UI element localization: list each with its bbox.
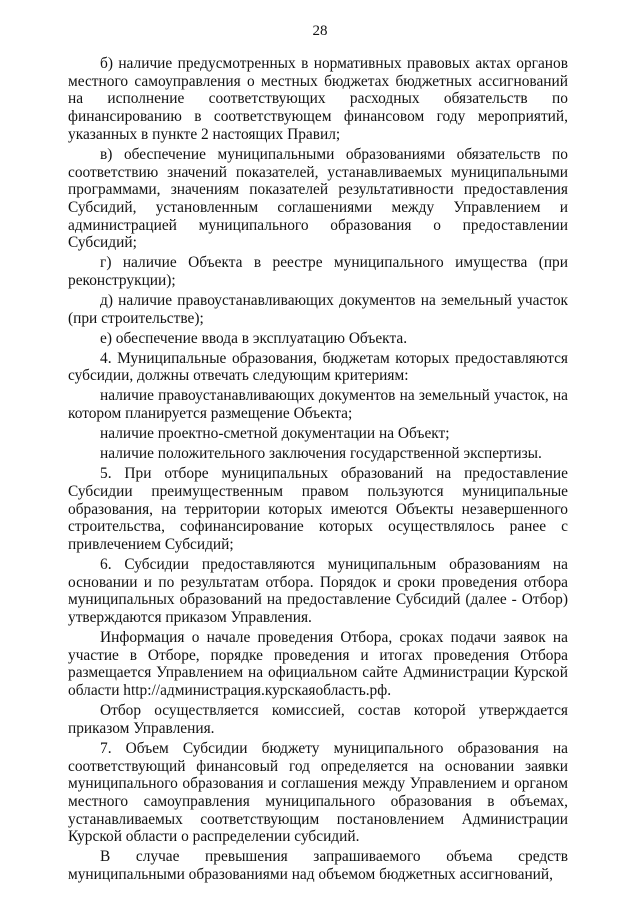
criterion-land-documents: наличие правоустанавливающих документов на земельный участок, на котором планируется размещение Объекта; bbox=[68, 387, 568, 423]
criterion-state-expertise: наличие положительного заключения государственной экспертизы. bbox=[100, 445, 542, 463]
paragraph-4: 4. Муниципальные образования, бюджетам которых предоставляются субсидии, должны отвечать следующим критериям: bbox=[68, 349, 568, 385]
paragraph-7: 7. Объем Субсидии бюджету муниципального образования на соответствующий финансовый год определяется на основании заявки муниципального образования и соглашения между Управлением и органом местного самоуправления муниципального образования в объемах, устанавливаемых соответствующим постановлением Администрации Курской области о распределении субсидий. bbox=[68, 739, 568, 846]
document-body bbox=[68, 55, 568, 884]
paragraph-3b: б) наличие предусмотренных в нормативных правовых актах органов местного самоуправления о местных бюджетах бюджетных ассигнований на исполнение соответствующих расходных обязательств по финансированию в соответствующем финансовом году мероприятий, указанных в пункте 2 настоящих Правил; bbox=[68, 55, 568, 143]
paragraph-excess-request: В случае превышения запрашиваемого объема средств муниципальными образованиями над объемом бюджетных ассигнований, bbox=[68, 848, 568, 884]
criterion-design-documentation: наличие проектно-сметной документации на Объект; bbox=[100, 425, 450, 443]
paragraph-3d: д) наличие правоустанавливающих документов на земельный участок (при строительстве); bbox=[68, 292, 568, 327]
paragraph-6: 6. Субсидии предоставляются муниципальным образованиям на основании и по результатам отбора. Порядок и сроки проведения отбора муниципальных образований на предоставление Субсидий (далее - Отбор) утверждаются приказом Управления. bbox=[68, 555, 568, 627]
paragraph-selection-info: Информация о начале проведения Отбора, сроках подачи заявок на участие в Отборе, порядке проведения и итогах проведения Отбора размещается Управлением на официальном сайте Администрации Курской области http://администрация.курскаяобласть.рф. bbox=[68, 629, 568, 700]
paragraph-3g: г) наличие Объекта в реестре муниципального имущества (при реконструкции); bbox=[68, 254, 568, 290]
paragraph-3v: в) обеспечение муниципальными образованиями обязательств по соответствию значений показателей, устанавливаемых муниципальными программами, значениям показателей результативности предоставления Субсидий, установленным соглашениями между Управлением и администрацией муниципального образования о предоставлении Субсидий; bbox=[68, 145, 568, 252]
page-number: 28 bbox=[312, 23, 328, 39]
paragraph-3e: е) обеспечение ввода в эксплуатацию Объекта. bbox=[100, 329, 408, 347]
paragraph-commission: Отбор осуществляется комиссией, состав которой утверждается приказом Управления. bbox=[68, 702, 568, 737]
paragraph-5: 5. При отборе муниципальных образований на предоставление Субсидии преимущественным правом пользуются муниципальные образования, на территории которых имеются Объекты незавершенного строительства, софинансирование которых осуществлялось ранее с привлечением Субсидий; bbox=[68, 465, 568, 553]
